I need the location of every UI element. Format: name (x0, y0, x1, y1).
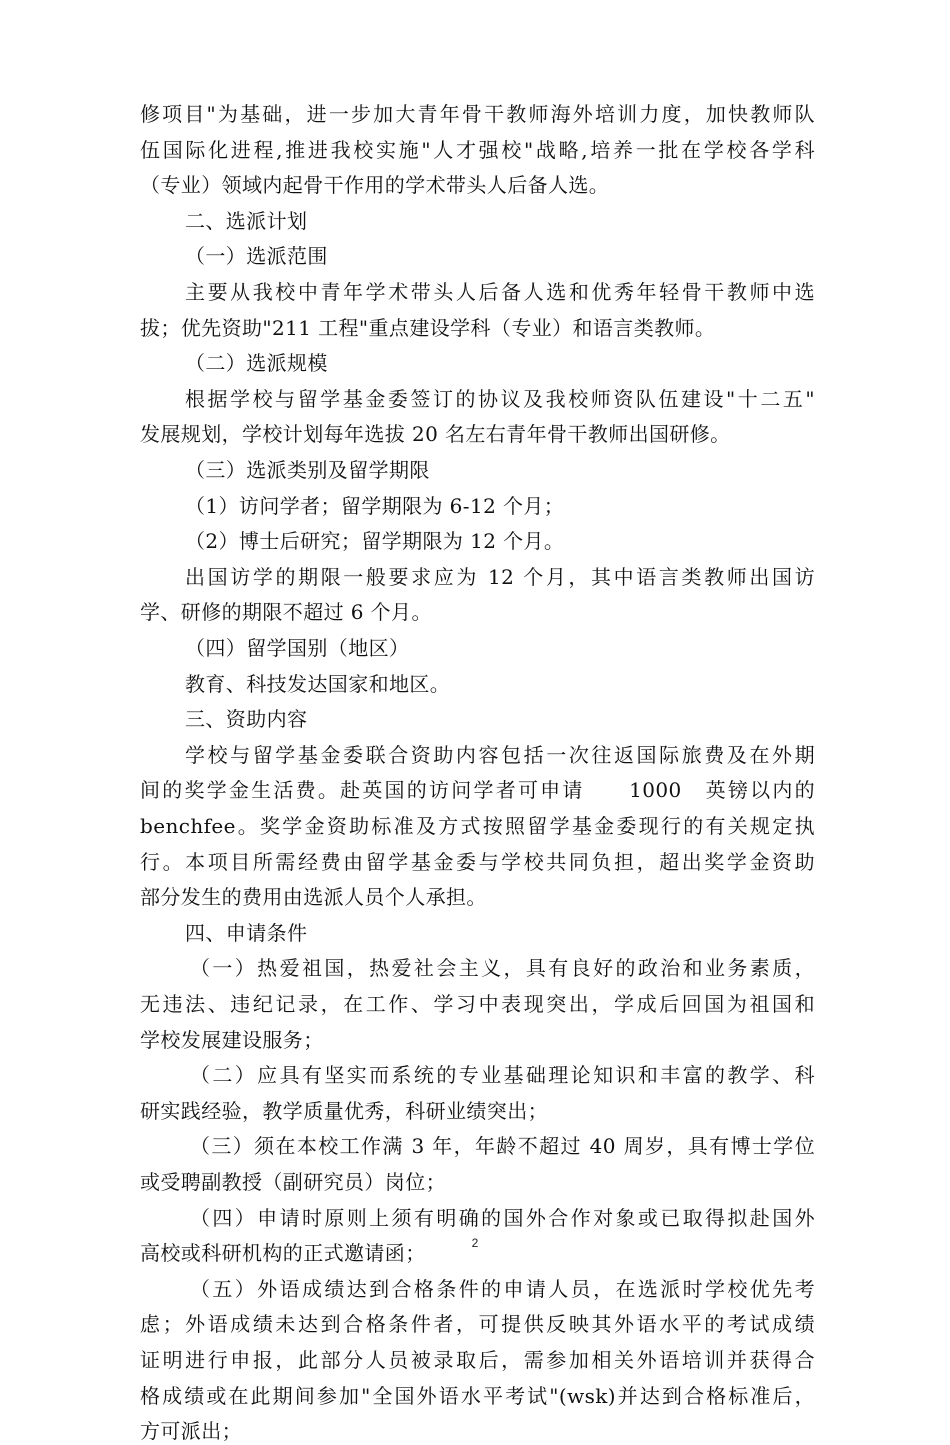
text-line: 根据学校与留学基金委签订的协议及我校师资队伍建设"十二五" (185, 386, 815, 411)
text-line: （1）访问学者；留学期限为 6-12 个月； (185, 493, 565, 518)
text-line: 行。本项目所需经费由留学基金委与学校共同负担，超出奖学金资助 (140, 849, 815, 874)
text-line: （二）应具有坚实而系统的专业基础理论知识和丰富的教学、科 (190, 1063, 815, 1088)
text-line: （一）选派范围 (185, 244, 328, 269)
text-line: （专业）领域内起骨干作用的学术带头人后备人选。 (140, 173, 610, 198)
text-line: 学校与留学基金委联合资助内容包括一次往返国际旅费及在外期 (185, 742, 815, 767)
text-line: 研实践经验，教学质量优秀，科研业绩突出； (140, 1098, 548, 1123)
text-line: 间的奖学金生活费。赴英国的访问学者可申请 1000 英镑以内的 (140, 778, 815, 803)
page-number: 2 (471, 1236, 479, 1250)
text-line: （三）选派类别及留学期限 (185, 458, 430, 482)
text-line: 出国访学的期限一般要求应为 12 个月，其中语言类教师出国访 (185, 564, 815, 589)
text-line: 证明进行申报，此部分人员被录取后，需参加相关外语培训并获得合 (140, 1348, 815, 1372)
text-line: 学、研修的期限不超过 6 个月。 (140, 600, 432, 625)
text-line: （2）博士后研究；留学期限为 12 个月。 (185, 529, 565, 554)
text-line: 四、申请条件 (185, 920, 308, 945)
text-line: 无违法、违纪记录，在工作、学习中表现突出，学成后回国为祖国和 (140, 992, 815, 1016)
text-line: 主要从我校中青年学术带头人后备人选和优秀年轻骨干教师中选 (185, 280, 815, 304)
text-line: 教育、科技发达国家和地区。 (185, 671, 451, 696)
text-line: 发展规划，学校计划每年选拔 20 名左右青年骨干教师出国研修。 (140, 422, 731, 447)
text-line: （五）外语成绩达到合格条件的申请人员，在选派时学校优先考 (190, 1276, 815, 1301)
text-line: 二、选派计划 (185, 208, 308, 233)
text-line: 拔；优先资助"211 工程"重点建设学科（专业）和语言类教师。 (140, 315, 716, 340)
text-line: 三、资助内容 (185, 707, 308, 732)
text-line: 修项目"为基础，进一步加大青年骨干教师海外培训力度，加快教师队 (140, 102, 815, 126)
text-line: 虑；外语成绩未达到合格条件者，可提供反映其外语水平的考试成绩 (140, 1312, 815, 1337)
text-line: （四）申请时原则上须有明确的国外合作对象或已取得拟赴国外 (190, 1205, 815, 1230)
text-line: （二）选派规模 (185, 351, 328, 376)
text-line: 格成绩或在此期间参加"全国外语水平考试"(wsk)并达到合格标准后， (140, 1383, 815, 1408)
text-line: （四）留学国别（地区） (185, 636, 410, 660)
text-line: 方可派出； (140, 1419, 242, 1444)
text-line: （一）热爱祖国，热爱社会主义，具有良好的政治和业务素质， (190, 956, 815, 981)
text-line: 高校或科研机构的正式邀请函； (140, 1241, 426, 1266)
text-line: 学校发展建设服务； (140, 1027, 324, 1052)
text-line: 伍国际化进程,推进我校实施"人才强校"战略,培养一批在学校各学科 (140, 137, 815, 162)
text-line: 或受聘副教授（副研究员）岗位； (140, 1170, 446, 1194)
text-line: （三）须在本校工作满 3 年，年龄不超过 40 周岁，具有博士学位 (190, 1134, 815, 1159)
text-line: 部分发生的费用由选派人员个人承担。 (140, 885, 487, 910)
text-line: benchfee。奖学金资助标准及方式按照留学基金委现行的有关规定执 (140, 814, 815, 838)
